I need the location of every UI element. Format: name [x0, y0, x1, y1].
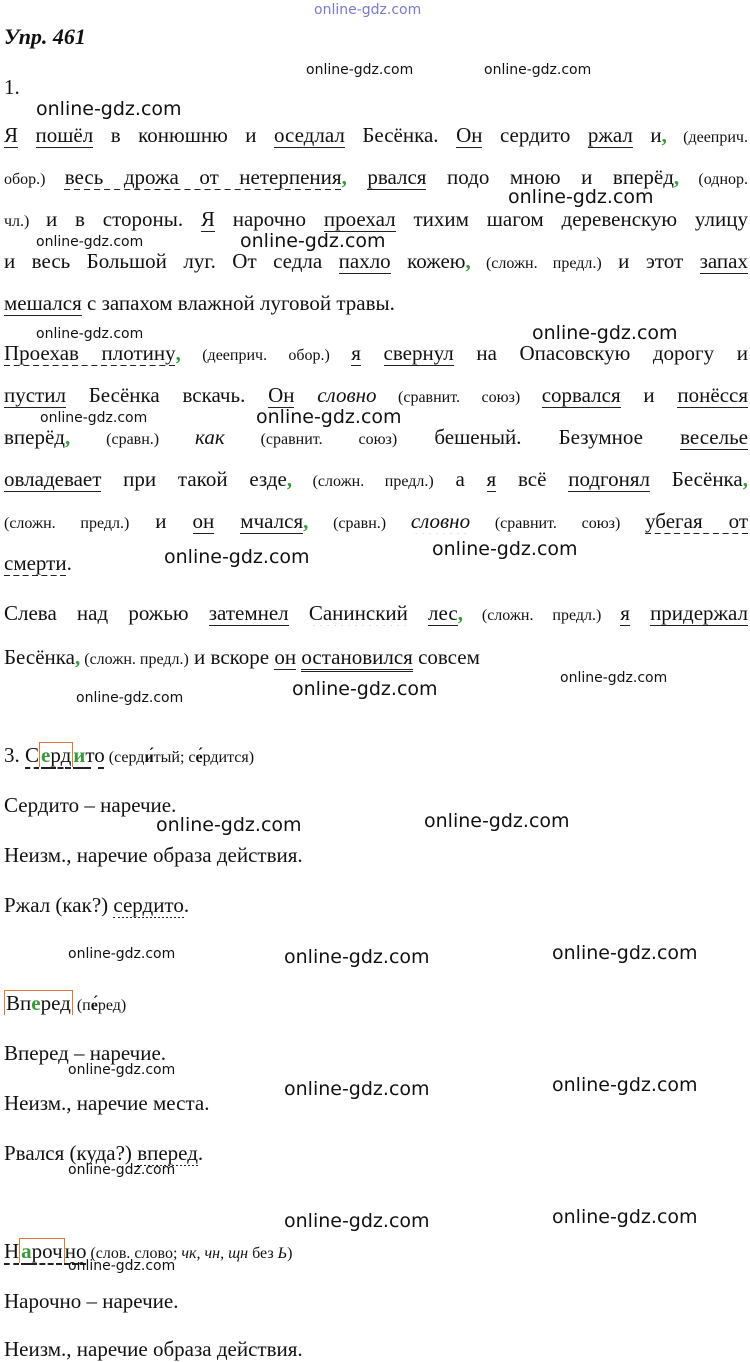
- watermark: online-gdz.com: [484, 62, 592, 78]
- watermark: online-gdz.com: [284, 946, 430, 968]
- watermark: online-gdz.com: [552, 1206, 698, 1228]
- text-line-8: вперёд, (сравн.) как (сравнит. союз) бешеный. Безумное веселье: [4, 425, 748, 449]
- text-line-9: овладевает при такой езде, (сложн. предл.) а я всё подгонял Бесёнка,: [4, 466, 748, 492]
- watermark-top: online-gdz.com: [314, 2, 422, 18]
- narochno-morphology: Неизм., наречие образа действия.: [4, 1337, 303, 1361]
- watermark: online-gdz.com: [284, 1078, 430, 1100]
- watermark: online-gdz.com: [68, 1062, 176, 1078]
- word-analysis-vpered: Вперед (пе́ред): [6, 991, 127, 1015]
- watermark: online-gdz.com: [508, 186, 654, 208]
- watermark: online-gdz.com: [532, 322, 678, 344]
- text-line-5: мешался с запахом влажной луговой травы.: [4, 290, 748, 316]
- watermark: online-gdz.com: [240, 230, 386, 252]
- watermark: online-gdz.com: [284, 1210, 430, 1232]
- part-number: 1.: [4, 75, 20, 99]
- serdito-definition: Сердито – наречие.: [4, 793, 177, 817]
- watermark: online-gdz.com: [36, 326, 144, 342]
- narochno-definition: Нарочно – наречие.: [4, 1289, 179, 1313]
- watermark: online-gdz.com: [68, 1258, 176, 1274]
- text-line-4: и весь Большой луг. От седла пахло кожею, (сложн. предл.) и этот запах: [4, 248, 748, 274]
- text-line-1: Я пошёл в конюшню и оседлал Бесёнка. Он сердито ржал и, (дееприч.: [4, 122, 748, 148]
- watermark: online-gdz.com: [164, 546, 310, 568]
- watermark: online-gdz.com: [292, 678, 438, 700]
- vpered-syntax: Рвался (куда?) вперед.: [4, 1141, 204, 1165]
- vpered-definition: Вперед – наречие.: [4, 1041, 167, 1065]
- watermark: online-gdz.com: [432, 538, 578, 560]
- word-analysis-narochno: Нарочно (слов. слово; чк, чн, щн без Ь): [4, 1239, 293, 1263]
- vpered-morphology: Неизм., наречие места.: [4, 1091, 210, 1115]
- watermark: online-gdz.com: [156, 814, 302, 836]
- watermark: online-gdz.com: [36, 234, 144, 250]
- watermark: online-gdz.com: [560, 670, 668, 686]
- watermark: online-gdz.com: [306, 62, 414, 78]
- watermark: online-gdz.com: [552, 942, 698, 964]
- watermark: online-gdz.com: [424, 810, 570, 832]
- watermark: online-gdz.com: [36, 98, 182, 120]
- text-line-2: обор.) весь дрожа от нетерпения, рвался подо мною и вперёд, (однор.: [4, 164, 748, 190]
- text-line-12: Слева над рожью затемнел Санинский лес, (сложн. предл.) я придержал: [4, 600, 748, 626]
- watermark: online-gdz.com: [256, 406, 402, 428]
- word-analysis-serdito: 3. Сердито (серди́тый; се́рдится): [4, 743, 255, 767]
- watermark: online-gdz.com: [68, 1162, 176, 1178]
- text-line-6: Проехав плотину, (дееприч. обор.) я свернул на Опасовскую дорогу и: [4, 340, 748, 366]
- watermark: online-gdz.com: [76, 690, 184, 706]
- text-line-10: (сложн. предл.) и он мчался, (сравн.) словно (сравнит. союз) убегая от: [4, 508, 748, 534]
- text-line-13: Бесёнка, (сложн. предл.) и вскоре он остановился совсем: [4, 644, 748, 673]
- exercise-title: Упр. 461: [4, 24, 86, 49]
- text-line-3: чл.) и в стороны. Я нарочно проехал тихим шагом деревенскую улицу: [4, 206, 748, 232]
- watermark: online-gdz.com: [68, 946, 176, 962]
- watermark: online-gdz.com: [40, 410, 148, 426]
- serdito-syntax: Ржал (как?) сердито.: [4, 893, 190, 917]
- text-line-11: смерти.: [4, 551, 72, 575]
- watermark: online-gdz.com: [552, 1074, 698, 1096]
- text-line-7: пустил Бесёнка вскачь. Он словно (сравнит. союз) сорвался и понёсся: [4, 382, 748, 408]
- serdito-morphology: Неизм., наречие образа действия.: [4, 843, 303, 867]
